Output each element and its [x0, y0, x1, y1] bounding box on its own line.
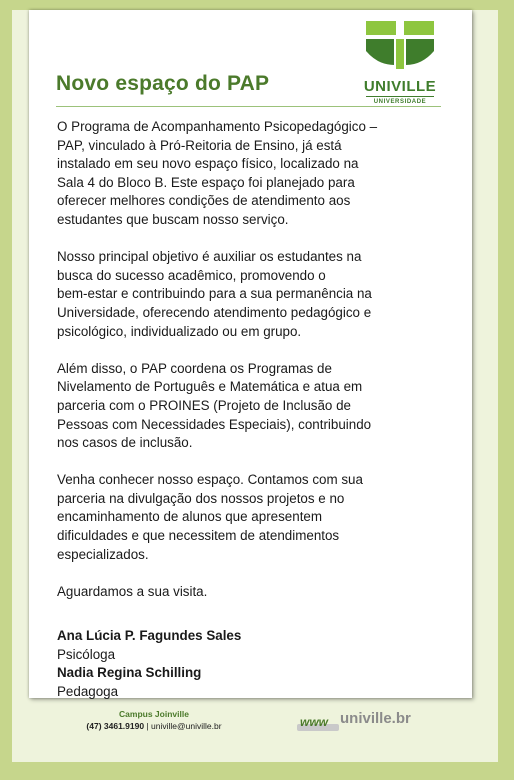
signatures [57, 627, 437, 701]
svg-text:www: www [300, 715, 329, 729]
contact-line [64, 721, 244, 731]
phone-number: (47) 3461.9190 [86, 721, 145, 731]
paragraph: Além disso, o PAP coordena os Programas de Nivelamento de Português e Matemática e atua em parceria com o PROINES (Projeto de Inclusão de Pessoas com Necessidades Especiais), contribuindo nos casos de inclusão. [57, 360, 372, 451]
univille-logo [360, 21, 440, 108]
closing-line: Aguardamos a sua visita. [57, 583, 208, 599]
paragraph: Nosso principal objetivo é auxiliar os estudantes na busca do sucesso acadêmico, promovendo o bem-estar e contribuindo para a sua permanência na Universidade, oferecendo atendimento pedagógico e psicológico, individualizado ou em grupo. [57, 249, 372, 339]
page-title: Novo espaço do PAP [56, 72, 270, 95]
logo-wordmark: UNIVILLE [363, 78, 437, 95]
email-link[interactable]: univille@univille.br [151, 721, 222, 731]
www-icon [297, 711, 339, 733]
paragraph: Venha conhecer nosso espaço. Contamos com sua parceria na divulgação dos nossos projetos e no encaminhamento de alunos que apresentem dificuldades e que necessitem de atendimentos especializados. [57, 472, 363, 562]
newsletter-card [29, 10, 472, 698]
signature-role: Pedagoga [57, 683, 119, 699]
logo-subtitle: UNIVERSIDADE [373, 99, 427, 105]
website-link[interactable]: univille.br [340, 710, 411, 727]
contact-separator: | [144, 721, 152, 731]
paragraph: O Programa de Acompanhamento Psicopedagógico – PAP, vinculado à Pró-Reitoria de Ensino, já está instalado em seu novo espaço físico, localizado na Sala 4 do Bloco B. Este espaço foi planejado para oferecer melhores condições de atendimento aos estudantes que buscam nosso serviço. [57, 119, 378, 227]
campus-label: Campus Joinville [119, 709, 189, 719]
signature-name: Nadia Regina Schilling [57, 665, 202, 681]
univille-logo-mark-icon [360, 21, 440, 77]
signature-name: Ana Lúcia P. Fagundes Sales [57, 628, 242, 643]
logo-divider [366, 96, 434, 97]
signature-role: Psicóloga [57, 646, 116, 662]
footer [12, 700, 498, 746]
article-body [57, 118, 457, 620]
